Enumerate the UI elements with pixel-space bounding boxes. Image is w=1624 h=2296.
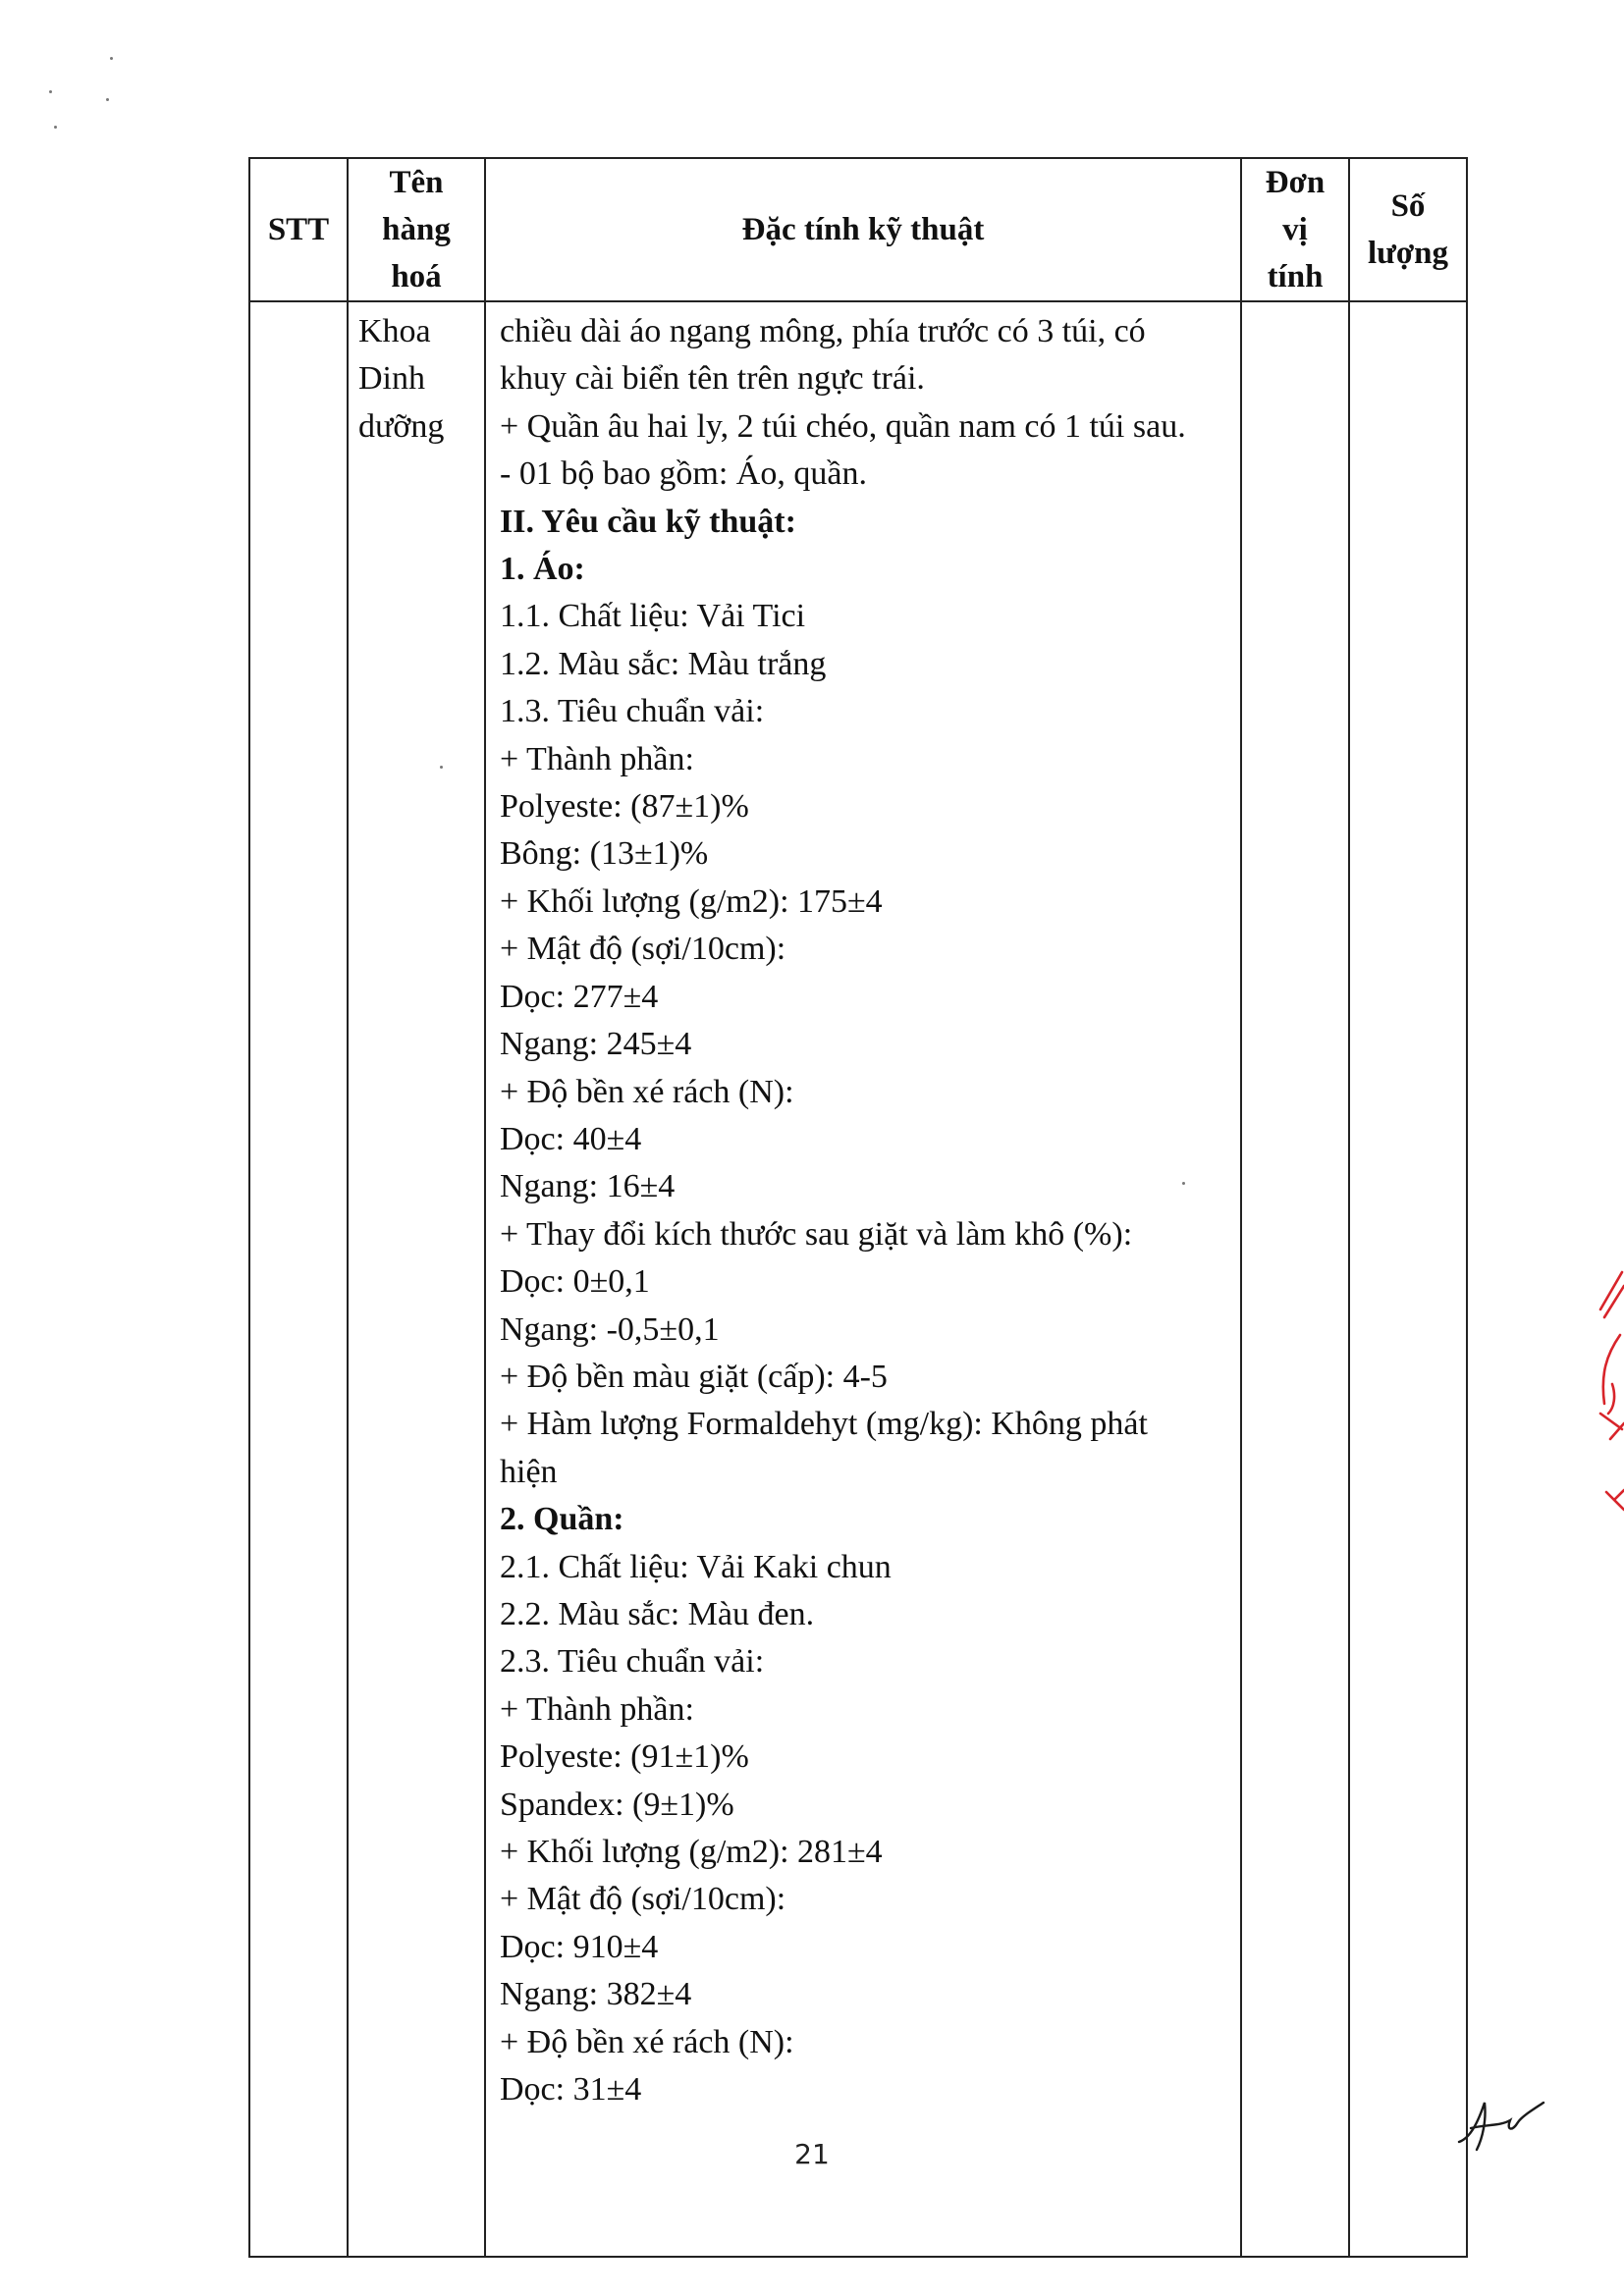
header-quantity xyxy=(1349,158,1467,301)
cell-quantity xyxy=(1349,301,1467,2257)
table-row xyxy=(249,301,1467,2257)
technical-specs-text xyxy=(486,302,1240,2113)
scan-speck xyxy=(106,98,109,101)
scan-speck xyxy=(54,126,57,129)
spec-line: 2.2. Màu sắc: Màu đen. xyxy=(500,1595,815,1632)
spec-line: 1.1. Chất liệu: Vải Tici xyxy=(500,598,806,635)
table-header-row xyxy=(249,158,1467,301)
spec-line: + Độ bền xé rách (N): xyxy=(500,1073,794,1110)
header-unit xyxy=(1241,158,1349,301)
product-name-text xyxy=(349,302,484,451)
header-text-line: hoá xyxy=(391,259,442,294)
spec-line: Polyeste: (87±1)% xyxy=(500,788,749,826)
spec-line: + Thành phần: xyxy=(500,1690,694,1728)
header-text-line: tính xyxy=(1267,259,1324,294)
spec-line: 1.3. Tiêu chuẩn vải: xyxy=(500,693,765,730)
spec-line: + Mật độ (sợi/10cm): xyxy=(500,931,786,968)
spec-line: + Khối lượng (g/m2): 175±4 xyxy=(500,882,883,920)
spec-line: Ngang: 245±4 xyxy=(500,1026,692,1063)
spec-heading-line: II. Yêu cầu kỹ thuật: xyxy=(500,503,796,540)
spec-line: Ngang: 16±4 xyxy=(500,1168,676,1205)
header-text-line: Số xyxy=(1390,188,1426,224)
cell-product-name xyxy=(348,301,485,2257)
spec-line: - 01 bộ bao gồm: Áo, quần. xyxy=(500,455,867,493)
cell-stt xyxy=(249,301,348,2257)
spec-line: Ngang: -0,5±0,1 xyxy=(500,1310,720,1348)
scan-speck xyxy=(110,57,113,60)
spec-line: Dọc: 910±4 xyxy=(500,1928,659,1965)
red-stamp-icon xyxy=(1571,1266,1624,1561)
spec-line: 1.2. Màu sắc: Màu trắng xyxy=(500,645,827,682)
spec-line: + Độ bền xé rách (N): xyxy=(500,2023,794,2060)
product-name-line: Khoa xyxy=(358,313,431,349)
header-text-line: vị xyxy=(1282,212,1308,247)
spec-line: Ngang: 382±4 xyxy=(500,1976,692,2013)
spec-heading-line: 1. Áo: xyxy=(500,551,585,588)
header-product-name xyxy=(348,158,485,301)
spec-line: Dọc: 277±4 xyxy=(500,978,659,1015)
spec-line: + Mật độ (sợi/10cm): xyxy=(500,1881,786,1918)
signature-initials-icon xyxy=(1441,2081,1549,2160)
header-text-line: lượng xyxy=(1367,236,1449,271)
header-stt xyxy=(249,158,348,301)
header-text-line: STT xyxy=(267,212,330,247)
spec-line: + Thay đổi kích thước sau giặt và làm khô (%): xyxy=(500,1215,1133,1253)
spec-line: + Độ bền màu giặt (cấp): 4-5 xyxy=(500,1358,888,1395)
cell-technical-specs xyxy=(485,301,1241,2257)
spec-line: 2.3. Tiêu chuẩn vải: xyxy=(500,1643,765,1681)
spec-line: 2.1. Chất liệu: Vải Kaki chun xyxy=(500,1548,892,1585)
spec-line: Dọc: 31±4 xyxy=(500,2071,642,2109)
spec-line: Bông: (13±1)% xyxy=(500,835,709,873)
spec-line: Spandex: (9±1)% xyxy=(500,1786,734,1823)
spec-heading-line: 2. Quần: xyxy=(500,1501,624,1538)
product-name-line: dưỡng xyxy=(358,407,445,445)
spec-table xyxy=(248,157,1468,2258)
spec-line: chiều dài áo ngang mông, phía trước có 3 túi, có xyxy=(500,313,1146,349)
spec-line: Polyeste: (91±1)% xyxy=(500,1738,749,1776)
header-technical-specs xyxy=(485,158,1241,301)
scan-speck xyxy=(1182,1182,1185,1185)
header-text-line: Đặc tính kỹ thuật xyxy=(741,212,985,247)
scan-speck xyxy=(440,766,443,769)
page-number: 21 xyxy=(794,2138,830,2170)
spec-line: + Khối lượng (g/m2): 281±4 xyxy=(500,1834,883,1870)
spec-line: + Quần âu hai ly, 2 túi chéo, quần nam có 1 túi sau. xyxy=(500,407,1186,445)
spec-line: + Thành phần: xyxy=(500,740,694,777)
spec-line: + Hàm lượng Formaldehyt (mg/kg): Không phát xyxy=(500,1406,1148,1443)
header-text-line: Tên xyxy=(389,165,444,200)
scan-speck xyxy=(49,90,52,93)
spec-line: hiện xyxy=(500,1453,558,1490)
header-text-line: Đơn xyxy=(1265,165,1326,200)
spec-line: khuy cài biển tên trên ngực trái. xyxy=(500,360,925,398)
product-name-line: Dinh xyxy=(358,360,425,398)
spec-line: Dọc: 0±0,1 xyxy=(500,1263,650,1301)
spec-line: Dọc: 40±4 xyxy=(500,1120,642,1157)
header-text-line: hàng xyxy=(382,212,451,247)
cell-unit xyxy=(1241,301,1349,2257)
